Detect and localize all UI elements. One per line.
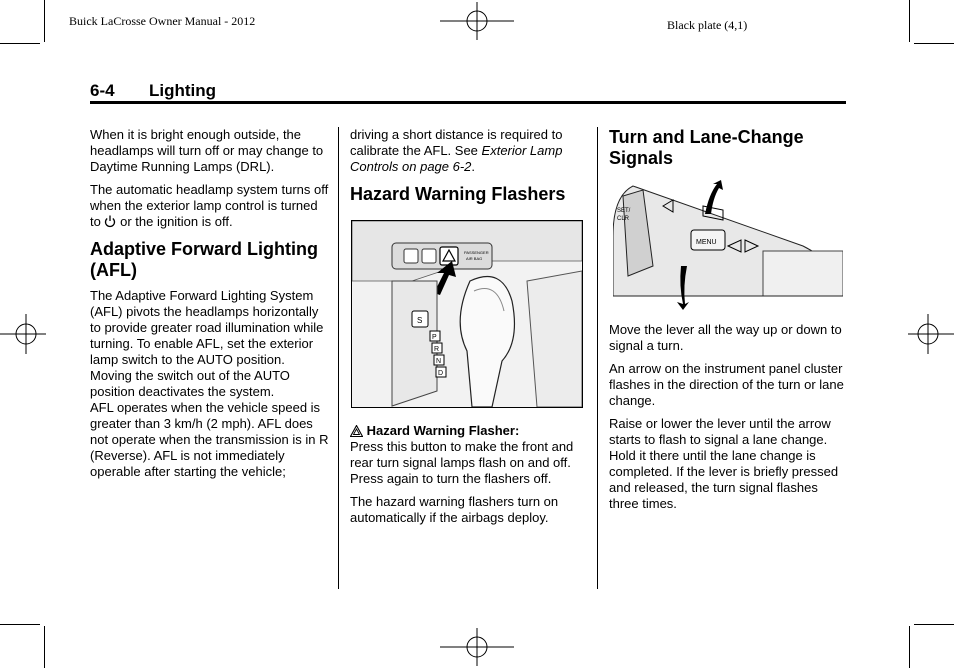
crop-mark xyxy=(909,0,910,42)
plate-label: Black plate (4,1) xyxy=(667,18,748,32)
heading-turn-signals: Turn and Lane-Change Signals xyxy=(609,127,804,168)
registration-mark-bottom xyxy=(440,628,514,666)
column-divider xyxy=(338,127,339,589)
section-number: 6-4 xyxy=(90,81,115,100)
gear-label: D xyxy=(438,370,444,377)
hazard-triangle-icon xyxy=(350,425,363,437)
paragraph: An arrow on the instrument panel cluster flashes in the direction of the turn or lane change. xyxy=(609,361,844,408)
paragraph: The hazard warning flashers turn on automatically if the airbags deploy. xyxy=(350,494,559,525)
figure-caption xyxy=(350,423,588,487)
mini-label: PASSENGER xyxy=(464,250,489,255)
caption-text: Press this button to make the front and rear turn signal lamps flash on and off. Press again to turn the flashers off. xyxy=(350,439,574,486)
crop-mark xyxy=(0,624,40,625)
crop-mark xyxy=(44,0,45,42)
set-clr-label: SET/ xyxy=(617,208,631,214)
turn-signal-lever-illustration xyxy=(613,176,843,310)
power-off-icon xyxy=(104,215,116,228)
paragraph-text: . xyxy=(471,159,476,174)
section-title: Lighting xyxy=(149,81,217,100)
heading-afl: Adaptive Forward Lighting (AFL) xyxy=(90,239,318,280)
paragraph: When it is bright enough outside, the headlamps will turn off or may change to Daytime Running Lamps (DRL). xyxy=(90,127,324,174)
caption-label: Hazard Warning Flasher: xyxy=(366,423,520,438)
manual-title: Buick LaCrosse Owner Manual - 2012 xyxy=(69,14,256,28)
registration-mark-right xyxy=(908,314,954,354)
column-2 xyxy=(350,127,588,533)
paragraph xyxy=(90,182,330,230)
paragraph-text: driving a short distance is required to calibrate the AFL. See xyxy=(350,127,563,158)
hazard-button-illustration xyxy=(351,220,583,408)
gear-label: P xyxy=(432,334,437,341)
paragraph-text: or the ignition is off. xyxy=(120,214,233,229)
gear-label: N xyxy=(436,358,442,365)
crop-mark xyxy=(0,43,40,44)
column-divider xyxy=(597,127,598,589)
section-rule xyxy=(90,101,846,104)
gear-label: R xyxy=(434,346,440,353)
column-1 xyxy=(90,127,330,487)
gear-label: S xyxy=(417,316,423,325)
paragraph: AFL operates when the vehicle speed is greater than 3 km/h (2 mph). AFL does not operate when the transmission is in R (Reverse). AFL is not immediately operable after starting the vehicle; xyxy=(90,400,329,479)
cross-reference-link[interactable]: Exterior Lamp Controls on page 6‑2 xyxy=(350,143,563,174)
crop-mark xyxy=(914,624,954,625)
column-3 xyxy=(609,127,847,519)
crop-mark xyxy=(914,43,954,44)
heading-hazard: Hazard Warning Flashers xyxy=(350,184,566,204)
mini-label: AIR BAG xyxy=(466,256,483,261)
crop-mark xyxy=(909,626,910,668)
set-clr-label: CLR xyxy=(617,216,630,222)
paragraph: Raise or lower the lever until the arrow starts to flash to signal a lane change. Hold it there until the lane change is completed. If the lever is briefly pressed and released, the turn signal flashes three times. xyxy=(609,416,839,511)
crop-mark xyxy=(44,626,45,668)
paragraph-text: The automatic headlamp system turns off when the exterior lamp control is turned to xyxy=(90,182,329,229)
paragraph: The Adaptive Forward Lighting System (AFL) pivots the headlamps horizontally to provide greater road illumination while turning. To enable AFL, set the exterior lamp switch to the AUTO position. Moving the switch out of the AUTO position deactivates the system. xyxy=(90,288,324,399)
paragraph: Move the lever all the way up or down to signal a turn. xyxy=(609,322,842,353)
menu-button-label: MENU xyxy=(696,239,717,246)
paragraph xyxy=(350,127,588,175)
registration-mark-top xyxy=(440,2,514,40)
registration-mark-left xyxy=(0,314,46,354)
